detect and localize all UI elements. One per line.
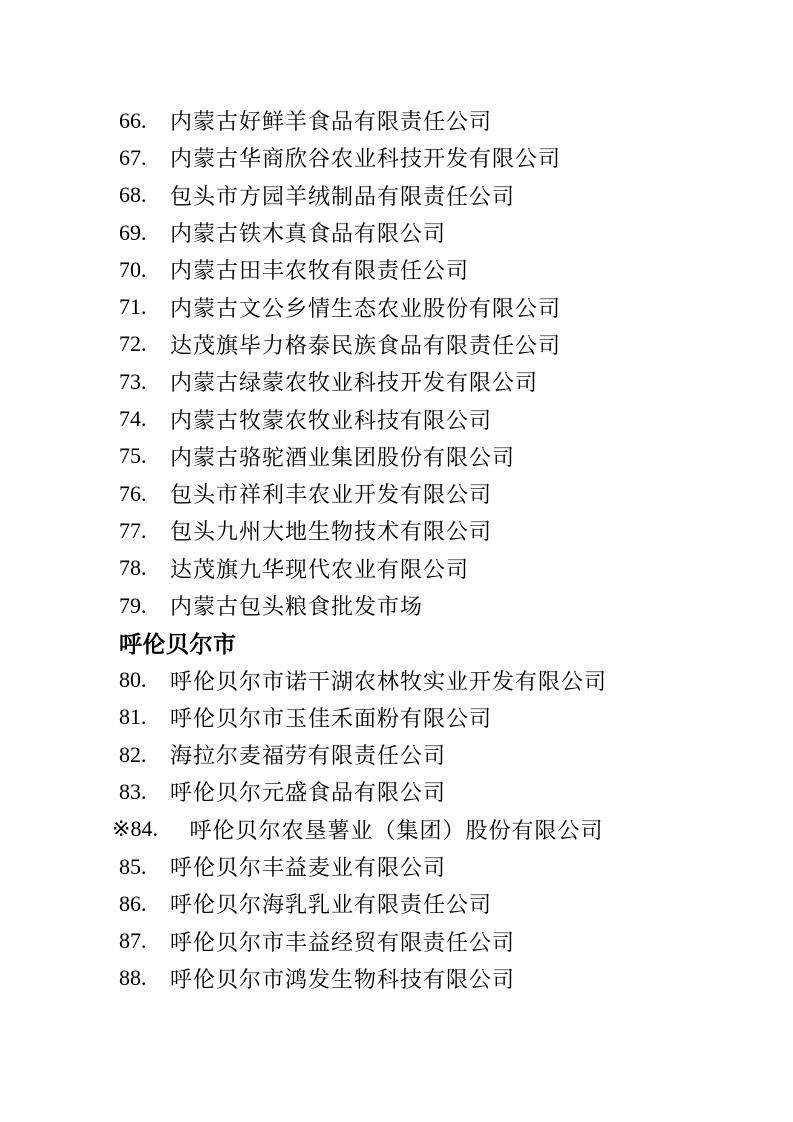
list-item — [119, 177, 733, 214]
company-name: 内蒙古文公乡情生态农业股份有限公司 — [170, 295, 562, 321]
company-name: 内蒙古骆驼酒业集团股份有限公司 — [170, 444, 516, 470]
company-name: 内蒙古绿蒙农牧业科技开发有限公司 — [170, 370, 539, 396]
company-name: 包头九州大地生物技术有限公司 — [170, 519, 493, 545]
item-number: 86. — [119, 890, 147, 916]
company-name: 内蒙古牧蒙农牧业科技有限公司 — [170, 407, 493, 433]
item-number: 77. — [119, 517, 147, 543]
company-name: 达茂旗毕力格泰民族食品有限责任公司 — [170, 332, 562, 358]
list-item — [119, 288, 733, 325]
list-item — [119, 773, 733, 810]
item-number: 76. — [119, 480, 147, 506]
company-name: 呼伦贝尔农垦薯业（集团）股份有限公司 — [189, 817, 604, 843]
list-item — [119, 848, 733, 885]
item-number: 87. — [119, 928, 147, 954]
company-name: 内蒙古田丰农牧有限责任公司 — [170, 258, 470, 284]
item-number: 81. — [119, 704, 147, 730]
item-number: 69. — [119, 219, 147, 245]
company-name: 内蒙古华商欣谷农业科技开发有限公司 — [170, 146, 562, 172]
company-name: 呼伦贝尔丰益麦业有限公司 — [170, 855, 447, 881]
list-item — [119, 923, 733, 960]
item-number: 70. — [119, 256, 147, 282]
company-name: 呼伦贝尔海乳乳业有限责任公司 — [170, 892, 493, 918]
list-item — [119, 363, 733, 400]
company-name: 达茂旗九华现代农业有限公司 — [170, 556, 470, 582]
company-name: 呼伦贝尔市鸿发生物科技有限公司 — [170, 966, 516, 992]
list-item — [119, 661, 733, 698]
company-name: 呼伦贝尔市玉佳禾面粉有限公司 — [170, 705, 493, 731]
item-number: 82. — [119, 741, 147, 767]
item-number: 75. — [119, 443, 147, 469]
list-item — [119, 960, 733, 997]
list-item — [119, 550, 733, 587]
item-number: 72. — [119, 331, 147, 357]
item-number: 74. — [119, 406, 147, 432]
list-item — [119, 139, 733, 176]
company-name: 呼伦贝尔元盛食品有限公司 — [170, 780, 447, 806]
item-number: 83. — [119, 778, 147, 804]
list-item — [119, 587, 733, 624]
company-name: 呼伦贝尔市丰益经贸有限责任公司 — [170, 929, 516, 955]
item-number: 85. — [119, 853, 147, 879]
item-number: 68. — [119, 182, 147, 208]
item-number: 67. — [119, 144, 147, 170]
item-number: 71. — [119, 294, 147, 320]
item-number: 84. — [130, 816, 158, 842]
company-name: 包头市方园羊绒制品有限责任公司 — [170, 183, 516, 209]
company-name: 内蒙古好鲜羊食品有限责任公司 — [170, 109, 493, 135]
list-item — [119, 512, 733, 549]
item-number: 79. — [119, 592, 147, 618]
list-item — [119, 400, 733, 437]
company-name: 呼伦贝尔市诺干湖农林牧实业开发有限公司 — [170, 668, 608, 694]
list-item — [119, 699, 733, 736]
list-item — [119, 326, 733, 363]
company-name: 包头市祥利丰农业开发有限公司 — [170, 482, 493, 508]
company-name: 海拉尔麦福劳有限责任公司 — [170, 743, 447, 769]
item-number: 88. — [119, 965, 147, 991]
list-item — [119, 736, 733, 773]
item-number: 78. — [119, 555, 147, 581]
company-name: 内蒙古铁木真食品有限公司 — [170, 221, 447, 247]
list-item — [119, 438, 733, 475]
list-item — [119, 102, 733, 139]
list-item — [119, 251, 733, 288]
list-item — [112, 811, 733, 848]
list-item — [119, 214, 733, 251]
list-item — [119, 475, 733, 512]
list-item — [119, 885, 733, 922]
item-number: 80. — [119, 667, 147, 693]
reference-mark: ※ — [112, 816, 131, 842]
item-number: 73. — [119, 368, 147, 394]
item-number: 66. — [119, 107, 147, 133]
section-header: 呼伦贝尔市 — [119, 631, 237, 658]
company-name: 内蒙古包头粮食批发市场 — [170, 594, 424, 619]
